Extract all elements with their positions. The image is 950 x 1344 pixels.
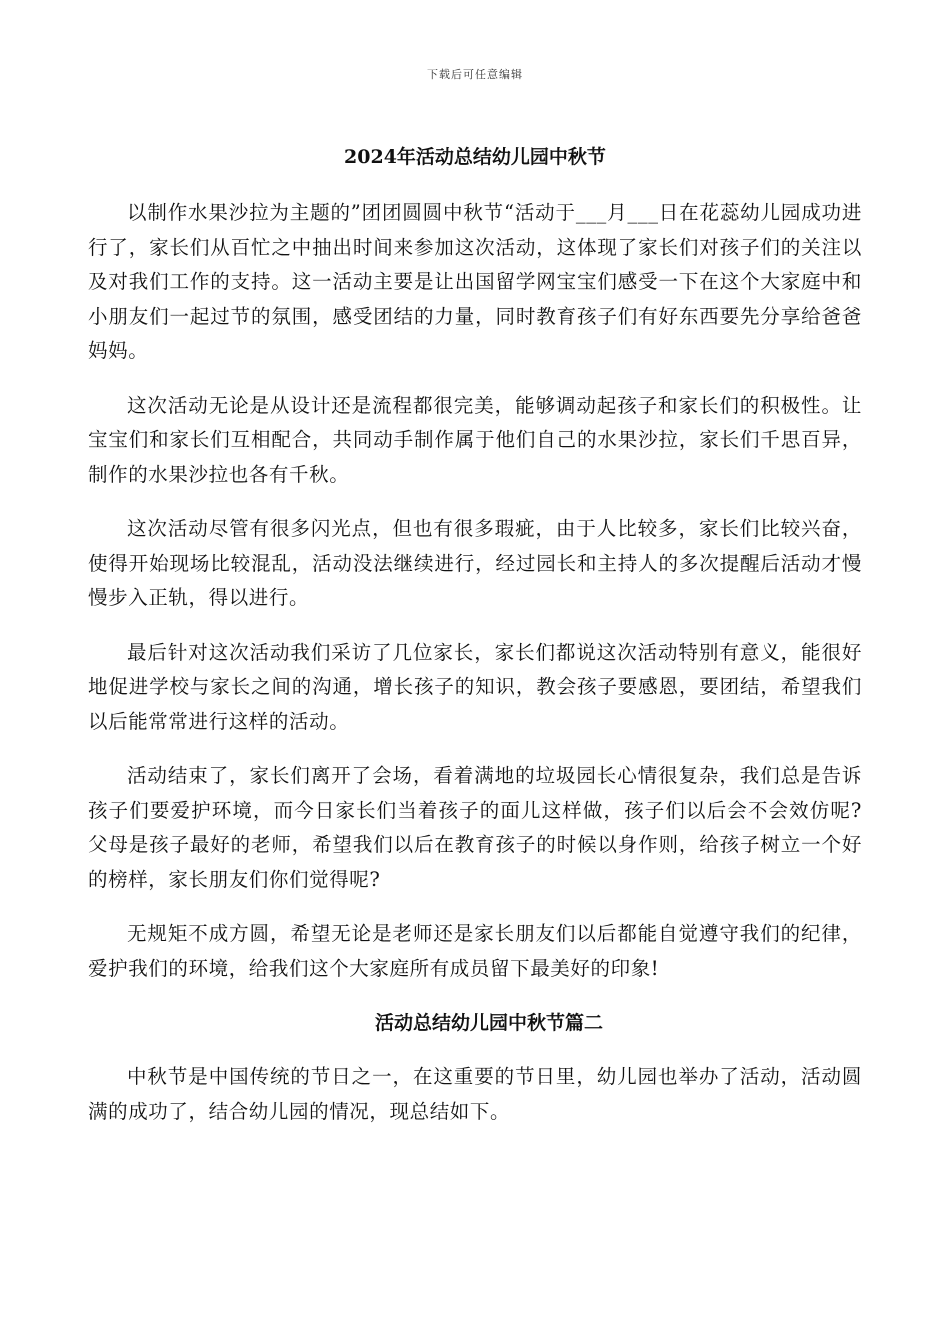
header-note: 下载后可任意编辑 [427, 68, 523, 81]
paragraph-6: 无规矩不成方圆，希望无论是老师还是家长朋友们以后都能自觉遵守我们的纪律，爱护我们的环境，给我们这个大家庭所有成员留下最美好的印象! [88, 922, 862, 980]
document-body [88, 140, 862, 1149]
paragraph-3: 这次活动尽管有很多闪光点，但也有很多瑕疵，由于人比较多，家长们比较兴奋，使得开始现场比较混乱，活动没法继续进行，经过园长和主持人的多次提醒后活动才慢慢步入正轨，得以进行。 [88, 517, 862, 609]
paragraph-7: 中秋节是中国传统的节日之一，在这重要的节日里，幼儿园也举办了活动，活动圆满的成功了，结合幼儿园的情况，现总结如下。 [88, 1065, 862, 1123]
document-title: 2024年活动总结幼儿园中秋节 [344, 146, 606, 168]
paragraph-4: 最后针对这次活动我们采访了几位家长，家长们都说这次活动特别有意义，能很好地促进学校与家长之间的沟通，增长孩子的知识，教会孩子要感恩，要团结，希望我们以后能常常进行这样的活动。 [88, 640, 862, 733]
paragraph-1: 以制作水果沙拉为主题的”团团圆圆中秋节“活动于___月___日在花蕊幼儿园成功进行了，家长们从百忙之中抽出时间来参加这次活动，这体现了家长们对孩子们的关注以及对我们工作的支持。这一活动主要是让出国留学网宝宝们感受一下在这个大家庭中和小朋友们一起过节的氛围，感受团结的力量，同时教育孩子们有好东西要先分享给爸爸妈妈。 [88, 201, 862, 362]
paragraph-2: 这次活动无论是从设计还是流程都很完美，能够调动起孩子和家长们的积极性。让宝宝们和家长们互相配合，共同动手制作属于他们自己的水果沙拉，家长们千思百异，制作的水果沙拉也各有千秋。 [88, 393, 862, 486]
paragraph-5: 活动结束了，家长们离开了会场，看着满地的垃圾园长心情很复杂，我们总是告诉孩子们要爱护环境，而今日家长们当着孩子的面儿这样做，孩子们以后会不会效仿呢?父母是孩子最好的老师，希望我们以后在教育孩子的时候以身作则，给孩子树立一个好的榜样，家长朋友们你们觉得呢? [88, 764, 862, 891]
section-subtitle: 活动总结幼儿园中秋节篇二 [374, 1012, 603, 1034]
